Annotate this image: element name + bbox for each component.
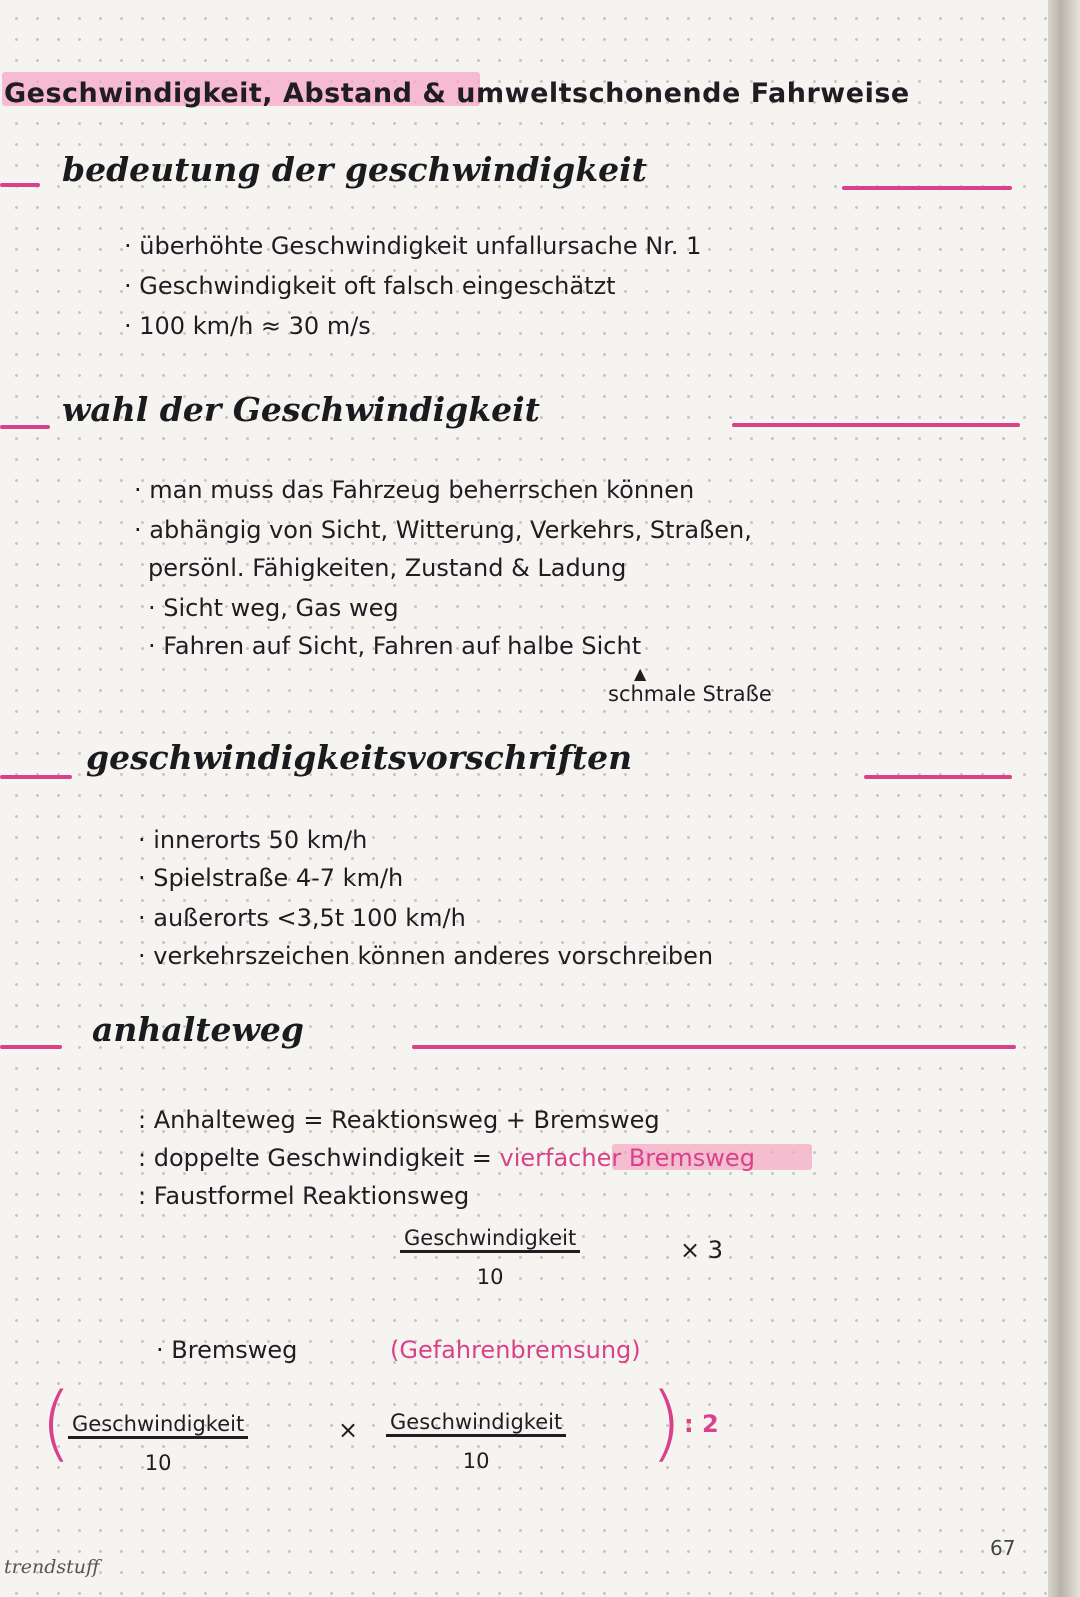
heading-underline [412,1045,1016,1049]
formula-divisor: : 2 [684,1410,719,1438]
bremsweg-note: (Gefahrenbremsung) [390,1336,641,1364]
section-marker [0,183,40,187]
bullet-item: · Fahren auf Sicht, Fahren auf halbe Sicht [148,632,642,660]
formula-bremsweg-a [68,1412,248,1475]
section-marker [0,775,72,779]
formula-denominator: 10 [462,1449,490,1473]
formula-bremsweg-b [386,1410,566,1473]
formula-operator: × [338,1416,359,1444]
heading-underline [864,775,1012,779]
bullet-item: · Sicht weg, Gas weg [148,594,399,622]
bullet-item: · man muss das Fahrzeug beherrschen können [134,476,695,504]
bullet-item: · Geschwindigkeit oft falsch eingeschätzt [124,272,616,300]
section-heading-anhalteweg: anhalteweg [92,1010,305,1049]
section-marker [0,1045,62,1049]
bullet-item: · außerorts <3,5t 100 km/h [138,904,466,932]
formula-factor: × 3 [680,1236,724,1264]
page-title: Geschwindigkeit, Abstand & umweltschonende Fahrweise [4,78,910,109]
bullet-item: : doppelte Geschwindigkeit = vierfacher Bremsweg [138,1144,755,1172]
bracket-close: ) [650,1376,682,1471]
brand-logo: trendstuff [4,1556,100,1578]
page-number: 67 [990,1536,1016,1560]
formula-reaktionsweg [400,1226,580,1289]
section-marker [0,425,50,429]
formula-numerator: Geschwindigkeit [68,1412,248,1439]
section-heading-wahl: wahl der Geschwindigkeit [62,390,540,429]
heading-underline [842,186,1012,190]
arrow-up-icon: ▲ [634,664,647,683]
bullet-item: · innerorts 50 km/h [138,826,368,854]
bullet-item: · Spielstraße 4-7 km/h [138,864,404,892]
heading-underline [732,423,1020,427]
formula-denominator: 10 [144,1451,172,1475]
bullet-item: · abhängig von Sicht, Witterung, Verkehrs, Straßen, [134,516,752,544]
bullet-item: : Faustformel Reaktionsweg [138,1182,470,1210]
section-heading-vorschriften: geschwindigkeitsvorschriften [86,738,633,777]
bullet-item: · 100 km/h ≈ 30 m/s [124,312,371,340]
notebook-binding [1048,0,1080,1597]
bullet-item: · verkehrszeichen können anderes vorschreiben [138,942,714,970]
formula-denominator: 10 [476,1265,504,1289]
bullet-item-continued: persönl. Fähigkeiten, Zustand & Ladung [148,554,627,582]
bullet-item: : Anhalteweg = Reaktionsweg + Bremsweg [138,1106,660,1134]
annotation-note: schmale Straße [608,682,772,706]
bullet-item: · überhöhte Geschwindigkeit unfallursache Nr. 1 [124,232,702,260]
formula-numerator: Geschwindigkeit [386,1410,566,1437]
formula-numerator: Geschwindigkeit [400,1226,580,1253]
bullet-item: · Bremsweg [156,1336,298,1364]
section-heading-bedeutung: bedeutung der geschwindigkeit [62,150,647,189]
bracket-open: ( [40,1376,72,1471]
